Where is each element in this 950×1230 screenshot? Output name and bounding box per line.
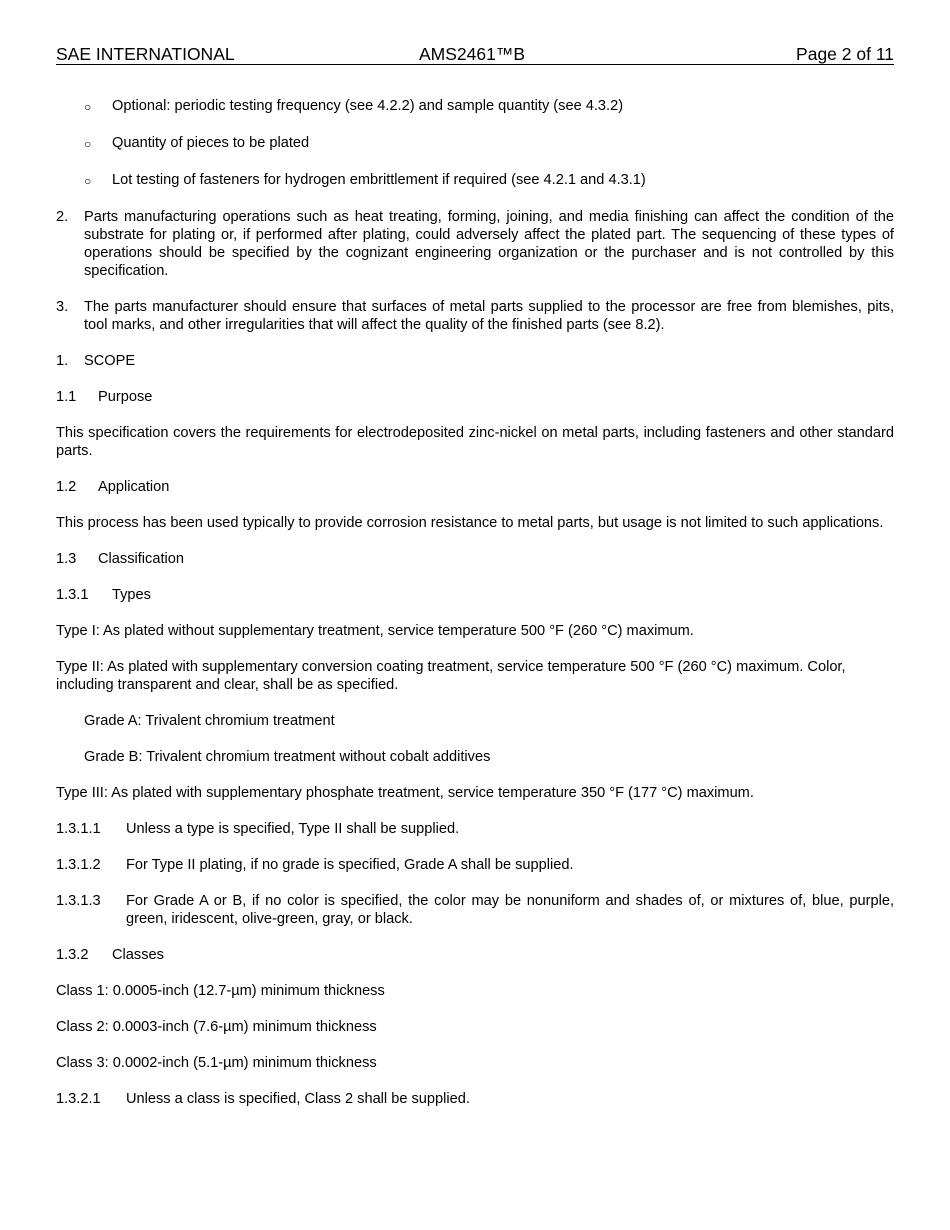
section-number: 1.1 (56, 389, 77, 405)
type-2-paragraph: Type II: As plated with supplementary conversion coating treatment, service temperature 500 °F (260 °C) maximum. Color, including transparent and clear, shall be as specified. (56, 659, 846, 693)
rule-number: 1.3.1.3 (56, 893, 101, 909)
bullet-text: Lot testing of fasteners for hydrogen embrittlement if required (see 4.2.1 and 4.3.1) (112, 172, 646, 188)
header-document-id: AMS2461™B (419, 44, 526, 64)
class-1-paragraph: Class 1: 0.0005-inch (12.7-µm) minimum thickness (56, 983, 385, 999)
rule-text: For Type II plating, if no grade is specified, Grade A shall be supplied. (126, 857, 574, 873)
type-rule-item (56, 820, 894, 838)
note-text: The parts manufacturer should ensure that surfaces of metal parts supplied to the processor are free from blemishes, pits, tool marks, and other irregularities that will affect the quality of the finished parts (see 8.2). (84, 299, 894, 333)
circle-bullet-icon: ○ (84, 100, 92, 114)
numbered-note (56, 298, 894, 334)
bullet-item (56, 171, 894, 189)
page-content (56, 97, 894, 1126)
bullet-text: Quantity of pieces to be plated (112, 135, 310, 151)
section-title: Application (98, 479, 170, 495)
bullet-item (56, 134, 894, 152)
section-number: 1.2 (56, 479, 77, 495)
section-title: Classification (98, 551, 184, 567)
rule-number: 1.3.1.1 (56, 821, 101, 837)
section-number: 1.3 (56, 551, 77, 567)
class-3-paragraph: Class 3: 0.0002-inch (5.1-µm) minimum thickness (56, 1055, 377, 1071)
grade-b-paragraph: Grade B: Trivalent chromium treatment without cobalt additives (84, 749, 491, 765)
bullet-item (56, 97, 894, 115)
section-heading-purpose (56, 388, 894, 406)
section-number: 1.3.2 (56, 947, 89, 963)
bullet-text: Optional: periodic testing frequency (see 4.2.2) and sample quantity (see 4.3.2) (112, 98, 624, 114)
rule-text: Unless a type is specified, Type II shall be supplied. (126, 821, 460, 837)
type-rule-item (56, 856, 894, 874)
rule-text: Unless a class is specified, Class 2 shall be supplied. (126, 1091, 470, 1107)
note-text: Parts manufacturing operations such as heat treating, forming, joining, and media finishing can affect the condition of the substrate for plating or, if performed after plating, could adversely affect the plated part. The sequencing of these types of operations should be specified by the cognizant engineering organization or the purchaser and is not controlled by this specification. (84, 209, 894, 279)
section-title: Classes (112, 947, 164, 963)
circle-bullet-icon: ○ (84, 137, 92, 151)
grade-a-paragraph: Grade A: Trivalent chromium treatment (84, 713, 335, 729)
numbered-note (56, 208, 894, 280)
note-number: 3. (56, 299, 69, 315)
rule-number: 1.3.1.2 (56, 857, 101, 873)
circle-bullet-icon: ○ (84, 174, 92, 188)
section-title: SCOPE (84, 353, 136, 369)
header-page-number: Page 2 of 11 (796, 44, 894, 64)
rule-number: 1.3.2.1 (56, 1091, 101, 1107)
note-number: 2. (56, 209, 69, 225)
section-heading-types (56, 586, 894, 604)
section-heading-classes (56, 946, 894, 964)
section-heading-classification (56, 550, 894, 568)
header-organization: SAE INTERNATIONAL (56, 44, 235, 64)
class-2-paragraph: Class 2: 0.0003-inch (7.6-µm) minimum thickness (56, 1019, 377, 1035)
type-1-paragraph: Type I: As plated without supplementary treatment, service temperature 500 °F (260 °C) maximum. (56, 623, 694, 639)
type-rule-item (56, 892, 894, 928)
purpose-paragraph: This specification covers the requirements for electrodeposited zinc-nickel on metal parts, including fasteners and other standard parts. (56, 425, 894, 459)
application-paragraph: This process has been used typically to provide corrosion resistance to metal parts, but usage is not limited to such applications. (56, 515, 884, 531)
page-header (56, 44, 894, 65)
section-number: 1.3.1 (56, 587, 89, 603)
section-number: 1. (56, 353, 69, 369)
rule-text: For Grade A or B, if no color is specified, the color may be nonuniform and shades of, or mixtures of, blue, purple, green, iridescent, olive-green, gray, or black. (126, 893, 894, 927)
section-heading-application (56, 478, 894, 496)
class-rule-item (56, 1090, 894, 1108)
section-title: Types (112, 587, 151, 603)
type-3-paragraph: Type III: As plated with supplementary phosphate treatment, service temperature 350 °F (177 °C) maximum. (56, 785, 754, 801)
section-title: Purpose (98, 389, 153, 405)
section-heading-scope (56, 352, 894, 370)
